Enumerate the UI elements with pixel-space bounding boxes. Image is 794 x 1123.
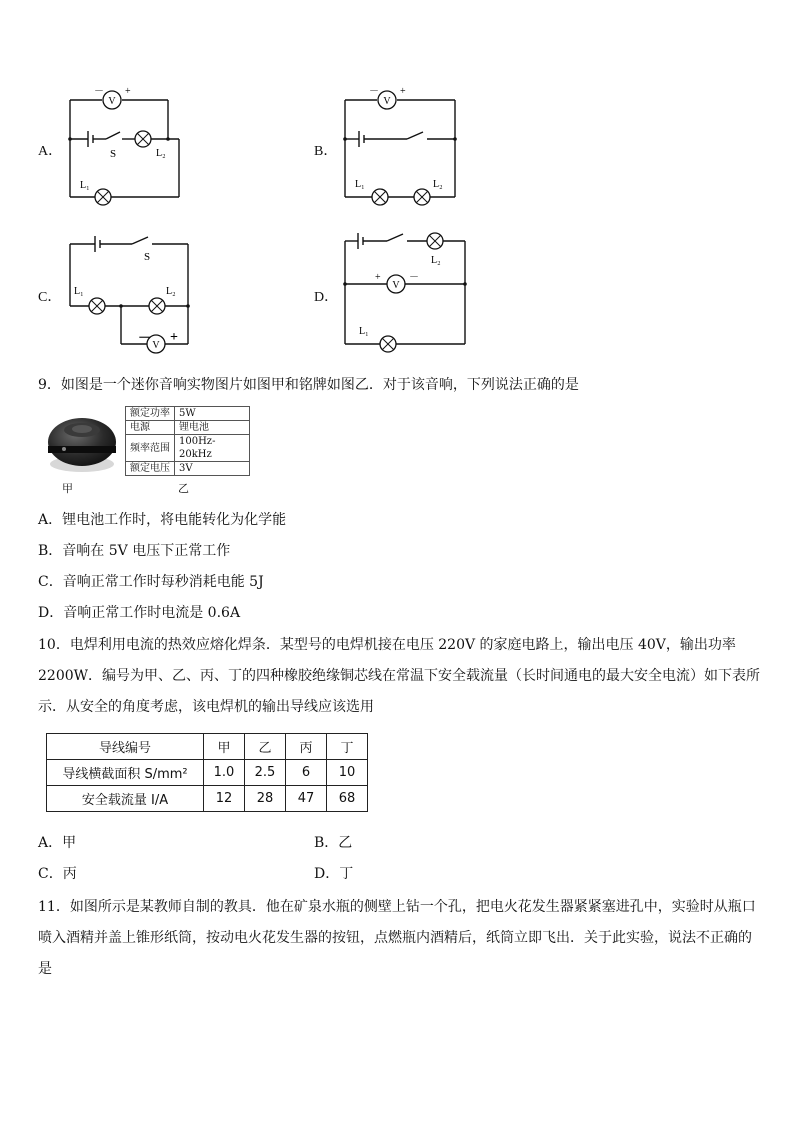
svg-text:L₁: L₁ <box>355 179 365 190</box>
svg-text:L₁: L₁ <box>74 286 84 297</box>
svg-text:+: + <box>400 86 406 97</box>
circuit-diagram-a <box>60 84 190 209</box>
option-letter-b: B． <box>314 144 338 159</box>
svg-text:－: － <box>94 86 104 97</box>
circuit-diagram-d <box>335 230 475 360</box>
q9-option-a[interactable]: A．锂电池工作时，将电能转化为化学能 <box>38 512 287 528</box>
svg-text:－: － <box>138 330 152 345</box>
svg-text:－: － <box>369 86 379 97</box>
svg-text:+: + <box>170 330 178 345</box>
q11-stem-line-1: 11．如图所示是某教师自制的教具．他在矿泉水瓶的侧壁上钻一个孔，把电火花发生器紧紧塞进孔中，实验时从瓶口 <box>38 899 756 915</box>
table-row: 安全载流量 I/A 12 28 47 68 <box>47 786 368 812</box>
q9-stem: 9．如图是一个迷你音响实物图片如图甲和铭牌如图乙．对于该音响，下列说法正确的是 <box>38 377 579 393</box>
table-row: 电源 锂电池 <box>126 421 250 435</box>
svg-text:+: + <box>375 272 381 283</box>
voltmeter-d <box>387 275 405 293</box>
lamp-l2-c <box>149 298 165 314</box>
lamp-l1-d <box>380 336 396 352</box>
fig-label-jia: 甲 <box>62 482 73 495</box>
svg-text:S: S <box>144 251 151 263</box>
voltmeter-a <box>103 91 121 109</box>
option-letter-c: C． <box>38 290 62 305</box>
circuit-diagram-b <box>335 84 465 209</box>
q10-stem-line-1: 10．电焊利用电流的热效应熔化焊条．某型号的电焊机接在电压 220V 的家庭电路上，输出电压 40V，输出功率 <box>38 637 736 653</box>
table-row: 导线横截面积 S/mm² 1.0 2.5 6 10 <box>47 760 368 786</box>
svg-text:L₂: L₂ <box>433 179 443 190</box>
speaker-photo <box>42 404 122 476</box>
fig-label-yi: 乙 <box>178 482 189 495</box>
svg-text:S: S <box>110 148 117 160</box>
q10-option-c[interactable]: C．丙 <box>38 866 77 882</box>
svg-text:L₂: L₂ <box>431 255 441 266</box>
svg-text:V: V <box>108 96 116 107</box>
lamp-l1-b <box>372 189 388 205</box>
svg-text:L₁: L₁ <box>359 326 369 337</box>
svg-text:L₂: L₂ <box>166 286 176 297</box>
q10-stem-line-2: 2200W．编号为甲、乙、丙、丁的四种橡胶绝缘铜芯线在常温下安全载流量（长时间通电的最大安全电流）如下表所 <box>38 668 761 684</box>
svg-text:L₁: L₁ <box>80 180 90 191</box>
nameplate-table <box>125 406 250 476</box>
svg-text:V: V <box>152 340 160 351</box>
lamp-l2-b <box>414 189 430 205</box>
q11-stem-line-2: 喷入酒精并盖上锥形纸筒，按动电火花发生器的按钮，点燃瓶内酒精后，纸筒立即飞出．关于此实验，说法不正确的 <box>38 930 752 946</box>
lamp-l2-a <box>135 131 151 147</box>
q10-stem-line-3: 示．从安全的角度考虑，该电焊机的输出导线应该选用 <box>38 699 374 715</box>
q10-option-d[interactable]: D．丁 <box>314 866 354 882</box>
q10-option-b[interactable]: B．乙 <box>314 835 353 851</box>
table-row: 额定电压 3V <box>126 462 250 476</box>
voltmeter-b <box>378 91 396 109</box>
wire-spec-table <box>46 733 368 812</box>
option-letter-a: A． <box>38 144 63 159</box>
q9-option-c[interactable]: C．音响正常工作时每秒消耗电能 5J <box>38 574 264 590</box>
svg-text:+: + <box>125 86 131 97</box>
q10-option-a[interactable]: A．甲 <box>38 835 77 851</box>
lamp-l1-a <box>95 189 111 205</box>
table-row: 额定功率 5W <box>126 407 250 421</box>
svg-text:V: V <box>392 280 400 291</box>
lamp-l1-c <box>89 298 105 314</box>
svg-text:－: － <box>409 272 419 283</box>
q9-option-b[interactable]: B．音响在 5V 电压下正常工作 <box>38 543 231 559</box>
svg-text:V: V <box>383 96 391 107</box>
lamp-l2-d <box>427 233 443 249</box>
svg-text:L₂: L₂ <box>156 148 166 159</box>
option-letter-d: D． <box>314 290 339 305</box>
q9-option-d[interactable]: D．音响正常工作时电流是 0.6A <box>38 605 241 621</box>
circuit-diagram-c <box>60 230 200 355</box>
table-row: 导线编号 甲 乙 丙 丁 <box>47 734 368 760</box>
q11-stem-line-3: 是 <box>38 961 52 977</box>
table-row: 频率范围 100Hz-20kHz <box>126 435 250 462</box>
